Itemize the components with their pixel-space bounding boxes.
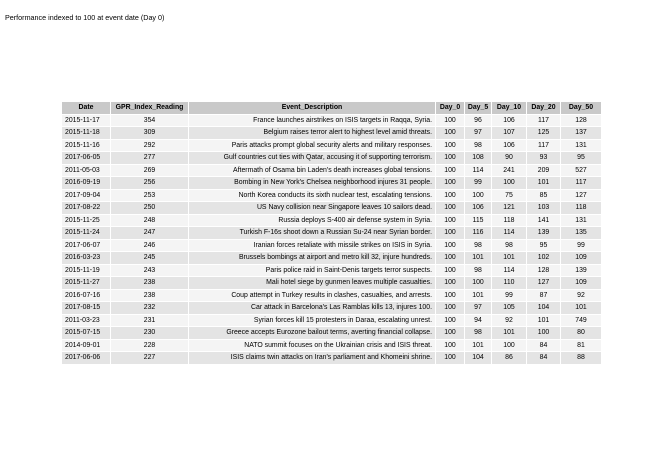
cell-day-5: 100 bbox=[465, 277, 492, 290]
cell-day-0: 100 bbox=[436, 127, 465, 140]
cell-event-description: Brussels bombings at airport and metro kill 32, injure hundreds. bbox=[189, 252, 436, 265]
column-header-gpr-index-reading: GPR_Index_Reading bbox=[111, 102, 189, 115]
table-row bbox=[62, 114, 602, 127]
column-header-day-50: Day_50 bbox=[561, 102, 602, 115]
cell-event-description: Greece accepts Eurozone bailout terms, averting financial collapse. bbox=[189, 327, 436, 340]
cell-event-description: US Navy collision near Singapore leaves 10 sailors dead. bbox=[189, 202, 436, 215]
cell-date: 2017-08-15 bbox=[62, 302, 111, 315]
column-header-event-description: Event_Description bbox=[189, 102, 436, 115]
cell-day-0: 100 bbox=[436, 252, 465, 265]
cell-day-10: 121 bbox=[492, 202, 527, 215]
cell-day-50: 135 bbox=[561, 227, 602, 240]
cell-day-50: 127 bbox=[561, 189, 602, 202]
cell-event-description: Aftermath of Osama bin Laden's death increases global tensions. bbox=[189, 164, 436, 177]
cell-day-5: 104 bbox=[465, 352, 492, 365]
cell-gpr-index-reading: 230 bbox=[111, 327, 189, 340]
cell-event-description: Bombing in New York's Chelsea neighborhood injures 31 people. bbox=[189, 177, 436, 190]
cell-day-10: 90 bbox=[492, 152, 527, 165]
cell-day-5: 101 bbox=[465, 289, 492, 302]
cell-day-0: 100 bbox=[436, 239, 465, 252]
cell-day-0: 100 bbox=[436, 264, 465, 277]
table-row bbox=[62, 327, 602, 340]
cell-gpr-index-reading: 232 bbox=[111, 302, 189, 315]
cell-date: 2017-08-22 bbox=[62, 202, 111, 215]
cell-day-50: 139 bbox=[561, 264, 602, 277]
cell-day-5: 94 bbox=[465, 314, 492, 327]
cell-gpr-index-reading: 253 bbox=[111, 189, 189, 202]
cell-gpr-index-reading: 248 bbox=[111, 214, 189, 227]
cell-gpr-index-reading: 256 bbox=[111, 177, 189, 190]
cell-day-5: 101 bbox=[465, 252, 492, 265]
cell-day-10: 101 bbox=[492, 327, 527, 340]
cell-day-20: 100 bbox=[527, 327, 561, 340]
cell-date: 2011-05-03 bbox=[62, 164, 111, 177]
cell-day-20: 87 bbox=[527, 289, 561, 302]
cell-day-10: 106 bbox=[492, 114, 527, 127]
cell-gpr-index-reading: 245 bbox=[111, 252, 189, 265]
cell-gpr-index-reading: 231 bbox=[111, 314, 189, 327]
cell-day-20: 104 bbox=[527, 302, 561, 315]
cell-day-0: 100 bbox=[436, 189, 465, 202]
column-header-day-5: Day_5 bbox=[465, 102, 492, 115]
cell-gpr-index-reading: 277 bbox=[111, 152, 189, 165]
cell-gpr-index-reading: 238 bbox=[111, 289, 189, 302]
cell-day-50: 131 bbox=[561, 139, 602, 152]
cell-day-50: 118 bbox=[561, 202, 602, 215]
cell-day-0: 100 bbox=[436, 177, 465, 190]
cell-day-20: 101 bbox=[527, 314, 561, 327]
table-row bbox=[62, 252, 602, 265]
cell-day-50: 527 bbox=[561, 164, 602, 177]
cell-day-50: 131 bbox=[561, 214, 602, 227]
cell-day-5: 116 bbox=[465, 227, 492, 240]
table-row bbox=[62, 214, 602, 227]
cell-day-5: 101 bbox=[465, 339, 492, 352]
cell-day-20: 103 bbox=[527, 202, 561, 215]
cell-day-20: 128 bbox=[527, 264, 561, 277]
cell-day-10: 101 bbox=[492, 252, 527, 265]
table-row bbox=[62, 264, 602, 277]
cell-gpr-index-reading: 238 bbox=[111, 277, 189, 290]
cell-day-10: 114 bbox=[492, 227, 527, 240]
cell-day-20: 93 bbox=[527, 152, 561, 165]
cell-event-description: Paris attacks prompt global security alerts and military responses. bbox=[189, 139, 436, 152]
table-row bbox=[62, 164, 602, 177]
cell-day-5: 100 bbox=[465, 189, 492, 202]
cell-day-10: 99 bbox=[492, 289, 527, 302]
cell-day-10: 114 bbox=[492, 264, 527, 277]
cell-day-50: 99 bbox=[561, 239, 602, 252]
cell-date: 2016-03-23 bbox=[62, 252, 111, 265]
cell-day-0: 100 bbox=[436, 327, 465, 340]
cell-gpr-index-reading: 292 bbox=[111, 139, 189, 152]
table-row bbox=[62, 314, 602, 327]
column-header-day-0: Day_0 bbox=[436, 102, 465, 115]
cell-day-10: 100 bbox=[492, 339, 527, 352]
cell-day-0: 100 bbox=[436, 352, 465, 365]
cell-date: 2017-09-04 bbox=[62, 189, 111, 202]
cell-event-description: ISIS claims twin attacks on Iran's parliament and Khomeini shrine. bbox=[189, 352, 436, 365]
table-row bbox=[62, 177, 602, 190]
cell-day-10: 241 bbox=[492, 164, 527, 177]
cell-day-50: 101 bbox=[561, 302, 602, 315]
cell-day-5: 98 bbox=[465, 327, 492, 340]
cell-date: 2017-06-05 bbox=[62, 152, 111, 165]
table-row bbox=[62, 227, 602, 240]
table-row bbox=[62, 152, 602, 165]
events-table bbox=[61, 101, 602, 365]
cell-date: 2011-03-23 bbox=[62, 314, 111, 327]
cell-event-description: North Korea conducts its sixth nuclear test, escalating tensions. bbox=[189, 189, 436, 202]
cell-gpr-index-reading: 243 bbox=[111, 264, 189, 277]
cell-day-0: 100 bbox=[436, 302, 465, 315]
cell-date: 2015-11-19 bbox=[62, 264, 111, 277]
cell-date: 2017-06-06 bbox=[62, 352, 111, 365]
cell-day-0: 100 bbox=[436, 152, 465, 165]
table-row bbox=[62, 277, 602, 290]
cell-day-20: 125 bbox=[527, 127, 561, 140]
cell-date: 2015-11-17 bbox=[62, 114, 111, 127]
cell-event-description: Gulf countries cut ties with Qatar, accusing it of supporting terrorism. bbox=[189, 152, 436, 165]
table-row bbox=[62, 339, 602, 352]
column-header-day-10: Day_10 bbox=[492, 102, 527, 115]
cell-gpr-index-reading: 354 bbox=[111, 114, 189, 127]
cell-day-10: 75 bbox=[492, 189, 527, 202]
cell-event-description: Car attack in Barcelona's Las Ramblas kills 13, injures 100. bbox=[189, 302, 436, 315]
cell-gpr-index-reading: 269 bbox=[111, 164, 189, 177]
column-header-day-20: Day_20 bbox=[527, 102, 561, 115]
cell-day-10: 106 bbox=[492, 139, 527, 152]
cell-day-0: 100 bbox=[436, 339, 465, 352]
table-header-row bbox=[62, 102, 602, 115]
cell-event-description: France launches airstrikes on ISIS targets in Raqqa, Syria. bbox=[189, 114, 436, 127]
table-row bbox=[62, 189, 602, 202]
cell-date: 2015-11-16 bbox=[62, 139, 111, 152]
cell-day-20: 139 bbox=[527, 227, 561, 240]
cell-gpr-index-reading: 228 bbox=[111, 339, 189, 352]
cell-day-5: 99 bbox=[465, 177, 492, 190]
cell-day-50: 92 bbox=[561, 289, 602, 302]
page-title: Performance indexed to 100 at event date (Day 0) bbox=[5, 13, 165, 22]
cell-day-0: 100 bbox=[436, 164, 465, 177]
table-row bbox=[62, 289, 602, 302]
cell-day-5: 115 bbox=[465, 214, 492, 227]
column-header-date: Date bbox=[62, 102, 111, 115]
cell-gpr-index-reading: 250 bbox=[111, 202, 189, 215]
cell-day-20: 85 bbox=[527, 189, 561, 202]
cell-day-20: 101 bbox=[527, 177, 561, 190]
table-row bbox=[62, 139, 602, 152]
cell-day-0: 100 bbox=[436, 214, 465, 227]
cell-gpr-index-reading: 246 bbox=[111, 239, 189, 252]
table-body bbox=[62, 114, 602, 364]
cell-day-10: 86 bbox=[492, 352, 527, 365]
cell-event-description: Iranian forces retaliate with missile strikes on ISIS in Syria. bbox=[189, 239, 436, 252]
cell-day-10: 100 bbox=[492, 177, 527, 190]
cell-gpr-index-reading: 247 bbox=[111, 227, 189, 240]
cell-day-0: 100 bbox=[436, 289, 465, 302]
cell-day-50: 88 bbox=[561, 352, 602, 365]
cell-day-50: 109 bbox=[561, 252, 602, 265]
cell-day-10: 107 bbox=[492, 127, 527, 140]
cell-event-description: Mali hotel siege by gunmen leaves multiple casualties. bbox=[189, 277, 436, 290]
cell-day-5: 98 bbox=[465, 264, 492, 277]
cell-event-description: Syrian forces kill 15 protesters in Daraa, escalating unrest. bbox=[189, 314, 436, 327]
table-row bbox=[62, 239, 602, 252]
cell-day-0: 100 bbox=[436, 227, 465, 240]
cell-day-10: 92 bbox=[492, 314, 527, 327]
cell-day-5: 114 bbox=[465, 164, 492, 177]
cell-day-5: 106 bbox=[465, 202, 492, 215]
cell-day-20: 127 bbox=[527, 277, 561, 290]
cell-day-20: 141 bbox=[527, 214, 561, 227]
cell-day-0: 100 bbox=[436, 314, 465, 327]
cell-day-50: 137 bbox=[561, 127, 602, 140]
cell-event-description: Russia deploys S-400 air defense system in Syria. bbox=[189, 214, 436, 227]
cell-event-description: Belgium raises terror alert to highest level amid threats. bbox=[189, 127, 436, 140]
cell-event-description: Paris police raid in Saint-Denis targets terror suspects. bbox=[189, 264, 436, 277]
table-row bbox=[62, 202, 602, 215]
cell-day-50: 749 bbox=[561, 314, 602, 327]
cell-day-20: 102 bbox=[527, 252, 561, 265]
cell-event-description: Coup attempt in Turkey results in clashes, casualties, and arrests. bbox=[189, 289, 436, 302]
cell-date: 2015-11-24 bbox=[62, 227, 111, 240]
cell-day-50: 81 bbox=[561, 339, 602, 352]
cell-date: 2015-11-27 bbox=[62, 277, 111, 290]
cell-gpr-index-reading: 309 bbox=[111, 127, 189, 140]
cell-day-5: 97 bbox=[465, 302, 492, 315]
cell-day-20: 84 bbox=[527, 339, 561, 352]
cell-day-20: 84 bbox=[527, 352, 561, 365]
cell-date: 2016-09-19 bbox=[62, 177, 111, 190]
cell-day-5: 108 bbox=[465, 152, 492, 165]
cell-day-50: 109 bbox=[561, 277, 602, 290]
table-row bbox=[62, 352, 602, 365]
cell-day-5: 98 bbox=[465, 139, 492, 152]
cell-gpr-index-reading: 227 bbox=[111, 352, 189, 365]
cell-day-20: 117 bbox=[527, 139, 561, 152]
cell-day-0: 100 bbox=[436, 277, 465, 290]
cell-date: 2015-11-18 bbox=[62, 127, 111, 140]
cell-date: 2017-06-07 bbox=[62, 239, 111, 252]
cell-day-50: 95 bbox=[561, 152, 602, 165]
cell-day-50: 80 bbox=[561, 327, 602, 340]
cell-day-5: 97 bbox=[465, 127, 492, 140]
cell-day-10: 98 bbox=[492, 239, 527, 252]
cell-day-50: 128 bbox=[561, 114, 602, 127]
cell-day-0: 100 bbox=[436, 139, 465, 152]
cell-day-5: 98 bbox=[465, 239, 492, 252]
cell-day-10: 110 bbox=[492, 277, 527, 290]
cell-date: 2015-07-15 bbox=[62, 327, 111, 340]
table-row bbox=[62, 302, 602, 315]
cell-day-0: 100 bbox=[436, 114, 465, 127]
cell-day-20: 95 bbox=[527, 239, 561, 252]
cell-day-50: 117 bbox=[561, 177, 602, 190]
cell-day-20: 209 bbox=[527, 164, 561, 177]
cell-event-description: Turkish F-16s shoot down a Russian Su-24 near Syrian border. bbox=[189, 227, 436, 240]
cell-day-10: 105 bbox=[492, 302, 527, 315]
cell-event-description: NATO summit focuses on the Ukrainian crisis and ISIS threat. bbox=[189, 339, 436, 352]
cell-day-20: 117 bbox=[527, 114, 561, 127]
cell-day-5: 96 bbox=[465, 114, 492, 127]
cell-day-10: 118 bbox=[492, 214, 527, 227]
cell-date: 2015-11-25 bbox=[62, 214, 111, 227]
cell-date: 2014-09-01 bbox=[62, 339, 111, 352]
cell-date: 2016-07-16 bbox=[62, 289, 111, 302]
cell-day-0: 100 bbox=[436, 202, 465, 215]
table-row bbox=[62, 127, 602, 140]
